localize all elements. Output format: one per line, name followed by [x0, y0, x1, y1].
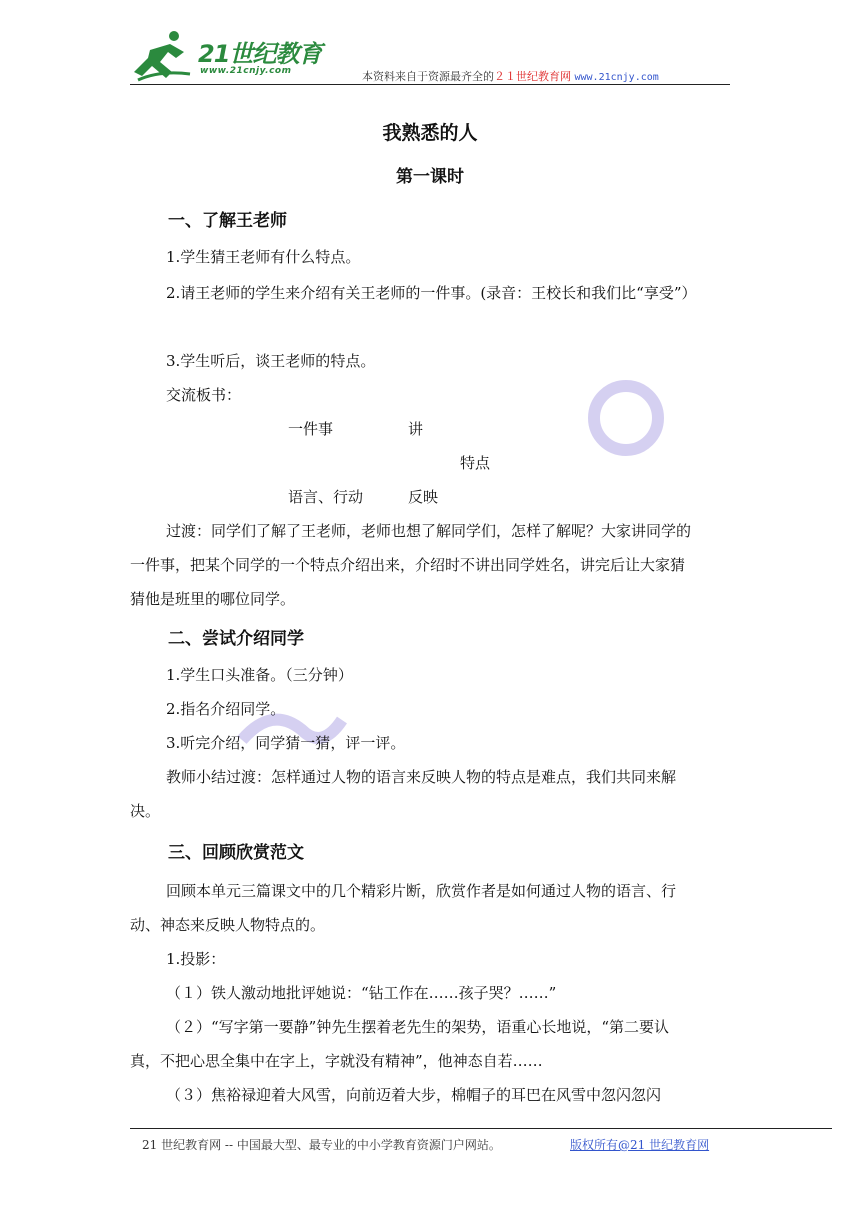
section-heading: 二、尝试介绍同学 [168, 629, 304, 649]
board-text: 一件事 [288, 420, 334, 438]
board-text: 反映 [408, 488, 439, 506]
header-note [362, 68, 659, 84]
logo-text: 21世纪教育 [198, 40, 322, 68]
paragraph: 回顾本单元三篇课文中的几个精彩片断，欣赏作者是如何通过人物的语言、行动、神态来反映人物特点的。 [130, 882, 677, 934]
header-divider [130, 84, 730, 85]
board-text: 特点 [460, 454, 491, 472]
footer-divider [130, 1128, 832, 1129]
site-logo [130, 28, 330, 84]
paragraph: 3.听完介绍，同学猜一猜，评一评。 [166, 734, 406, 752]
footer-copyright-link[interactable]: 版权所有@21 世纪教育网 [570, 1138, 710, 1152]
paragraph: 2.请王老师的学生来介绍有关王老师的一件事。(录音：王校长和我们比“享受”） [166, 284, 697, 302]
page-subtitle: 第一课时 [396, 167, 464, 187]
page-title: 我熟悉的人 [382, 122, 478, 144]
section-heading: 三、回顾欣赏范文 [168, 843, 304, 863]
board-text: 语言、行动 [288, 488, 364, 506]
footer-text: 21 世纪教育网 -- 中国最大型、最专业的中小学教育资源门户网站。 [142, 1138, 501, 1152]
paragraph: 2.指名介绍同学。 [166, 700, 286, 718]
paragraph: 教师小结过渡：怎样通过人物的语言来反映人物的特点是难点，我们共同来解决。 [130, 768, 677, 820]
header-note-url[interactable]: www.21cnjy.com [574, 72, 659, 83]
paragraph: 过渡：同学们了解了王老师，老师也想了解同学们，怎样了解呢？大家讲同学的一件事，把某个同学的一个特点介绍出来，介绍时不讲出同学姓名，讲完后让大家猜猜他是班里的哪位同学。 [130, 522, 692, 608]
header-note-prefix: 本资料来自于资源最齐全的 [362, 70, 494, 83]
watermark-mark [586, 378, 666, 458]
paragraph: （３）焦裕禄迎着大风雪，向前迈着大步，棉帽子的耳巴在风雪中忽闪忽闪 [166, 1086, 662, 1104]
logo-url: www.21cnjy.com [200, 66, 292, 76]
paragraph: 1.投影： [166, 950, 226, 968]
paragraph: （１）铁人激动地批评她说：“钻工作在……孩子哭？……” [166, 984, 557, 1002]
board-label: 交流板书： [166, 386, 242, 404]
board-text: 讲 [408, 420, 424, 438]
paragraph: 3.学生听后，谈王老师的特点。 [166, 352, 376, 370]
section-heading: 一、了解王老师 [168, 211, 287, 231]
header-note-brand: ２１世纪教育网 [494, 70, 571, 83]
paragraph: （２）“写字第一要静”钟先生摆着老先生的架势，语重心长地说，“第二要认真，不把心思全集中在字上，字就没有精神”，他神态自若…… [130, 1018, 670, 1070]
running-figure-icon [130, 28, 200, 84]
paragraph: 1.学生猜王老师有什么特点。 [166, 248, 361, 266]
page-header [130, 28, 730, 86]
paragraph: 1.学生口头准备。（三分钟） [166, 666, 353, 684]
